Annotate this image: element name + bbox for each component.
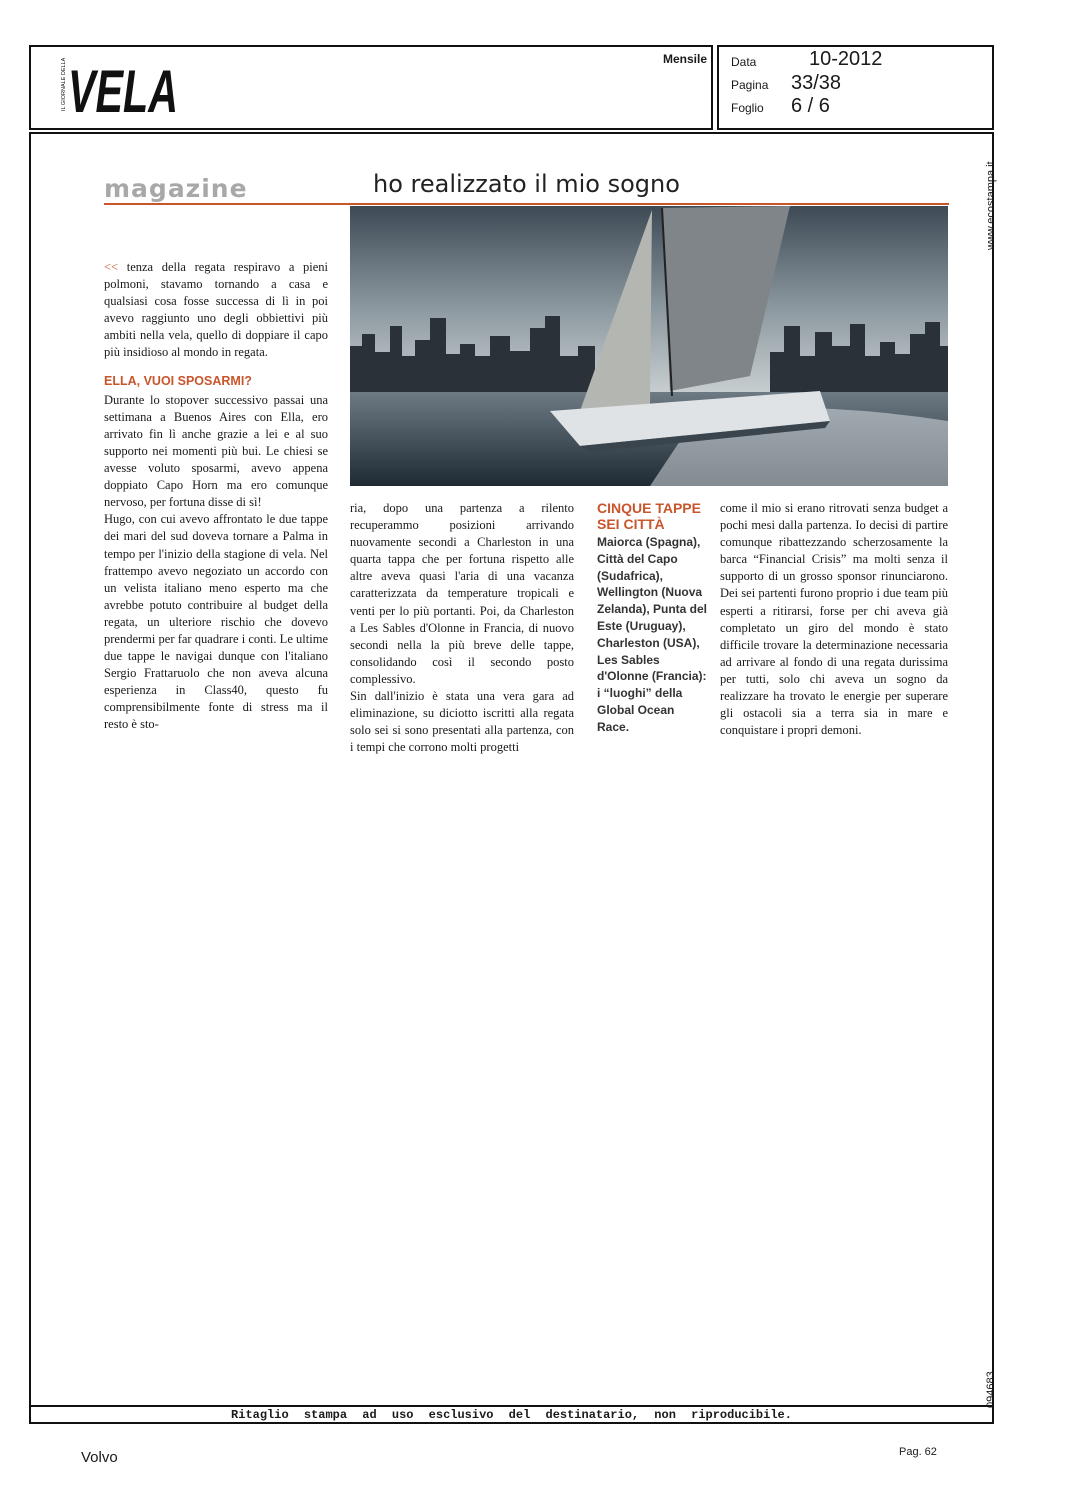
- section-label: magazine: [104, 174, 248, 203]
- article-title: ho realizzato il mio sogno: [373, 170, 680, 198]
- intro-paragraph: << tenza della regata respiravo a pieni polmoni, stavamo tornando a casa e qualsiasi cosa fosse successa di lì in poi avevo raggiunto uno degli obbiettivi più ambiti nella vela, quello di doppiare il capo più insidioso al mondo in regata.: [104, 260, 328, 360]
- paragraph-1: Durante lo stopover successivo passai una settimana a Buenos Aires con Ella, ero arrivato fin lì anche grazie a lei e al suo supporto nei momenti più bui. Le chiesi se avesse voluto sposarmi, avevo appena doppiato Capo Horn ma ero comunque nervoso, per fortuna disse di sì!: [104, 392, 328, 510]
- foglio-label: Foglio: [731, 101, 764, 115]
- data-value: 10-2012: [809, 48, 883, 70]
- vela-logo: [56, 57, 178, 125]
- paragraph-4: Sin dall'inizio è stata una vera gara ad eliminazione, su diciotto iscritti alla regata solo sei si sono presentati alla partenza, con i tempi che corrono molti progetti: [350, 689, 574, 755]
- page-number: Pag. 62: [899, 1446, 937, 1458]
- subheading: ELLA, VUOI SPOSARMI?: [104, 373, 252, 388]
- pagina-value: 33/38: [791, 72, 842, 94]
- data-label: Data: [731, 55, 757, 69]
- source-label: Volvo: [81, 1449, 118, 1466]
- sidebar-body: Maiorca (Spagna), Città del Capo (Sudafrica), Wellington (Nuova Zelanda), Punta del Este (Uruguay), Charleston (USA), Les Sables d'Olonne (Francia): i “luoghi” della Global Ocean Race.: [597, 535, 708, 734]
- svg-text:VELA: VELA: [68, 58, 178, 125]
- article-column-2: [350, 500, 574, 756]
- sidebar-heading: CINQUE TAPPE SEI CITTÀ: [597, 500, 701, 532]
- paragraph-2: Hugo, con cui avevo affrontato le due tappe dei mari del sud doveva tornare a Palma in tempo per l'inizio della stagione di vela. Nel frattempo avevo negoziato un accordo con un velista italiano meno esperto ma che avrebbe potuto contribuire al budget della regata, un ulteriore rischio che dovevo prendermi per far quadrare i conti. Le ultime due tappe le navigai dunque con l'italiano Sergio Frattaruolo che non aveva alcuna esperienza in Class40, questo fu comprensibilmente fonte di stress ma il resto è sto-: [104, 512, 328, 732]
- svg-text:IL GIORNALE DELLA: IL GIORNALE DELLA: [61, 57, 67, 111]
- sailboat-photo: [350, 206, 948, 486]
- paragraph-5: come il mio si erano ritrovati senza budget a pochi mesi dalla partenza. Io decisi di partire comunque ribattezzando scherzosamente la barca “Financial Crisis” ma molti senza il supporto di un grosso sponsor rinunciarono. Dei sei partenti furono proprio i due team più esperti a ritirarsi, forse per chi aveva già completato un giro del mondo è stato difficile trovare la determinazione necessaria ad arrivare al fondo di una regata durissima per tutti, solo chi aveva un sogno da realizzare ha trovato le energie per superare gli ostacoli sia a terra sia in mare e conquistare i propri demoni.: [720, 501, 948, 738]
- sidebar-box: [597, 500, 707, 736]
- frequency-label: Mensile: [663, 52, 708, 66]
- intro-mark: <<: [104, 260, 119, 274]
- foglio-value: 6 / 6: [791, 95, 830, 117]
- paragraph-3: ria, dopo una partenza a rilento recuperammo posizioni arrivando nuovamente secondi a Charleston in una quarta tappa che per fortuna rispetto alle altre aveva quasi l'aria di una vacanza caratterizzata da temperature tropicali e venti per lo più portanti. Poi, da Charleston a Les Sables d'Olonne in Francia, di nuovo secondi nella la più breve delle tappe, consolidando così il secondo posto complessivo.: [350, 501, 574, 686]
- pagina-label: Pagina: [731, 78, 769, 92]
- copyright-notice: Ritaglio stampa ad uso esclusivo del destinatario, non riproducibile.: [31, 1405, 992, 1424]
- title-rule: [104, 203, 949, 205]
- article-column-4: [720, 500, 948, 739]
- article-column-1: [104, 259, 328, 734]
- side-url: www.ecostampa.it: [985, 161, 997, 250]
